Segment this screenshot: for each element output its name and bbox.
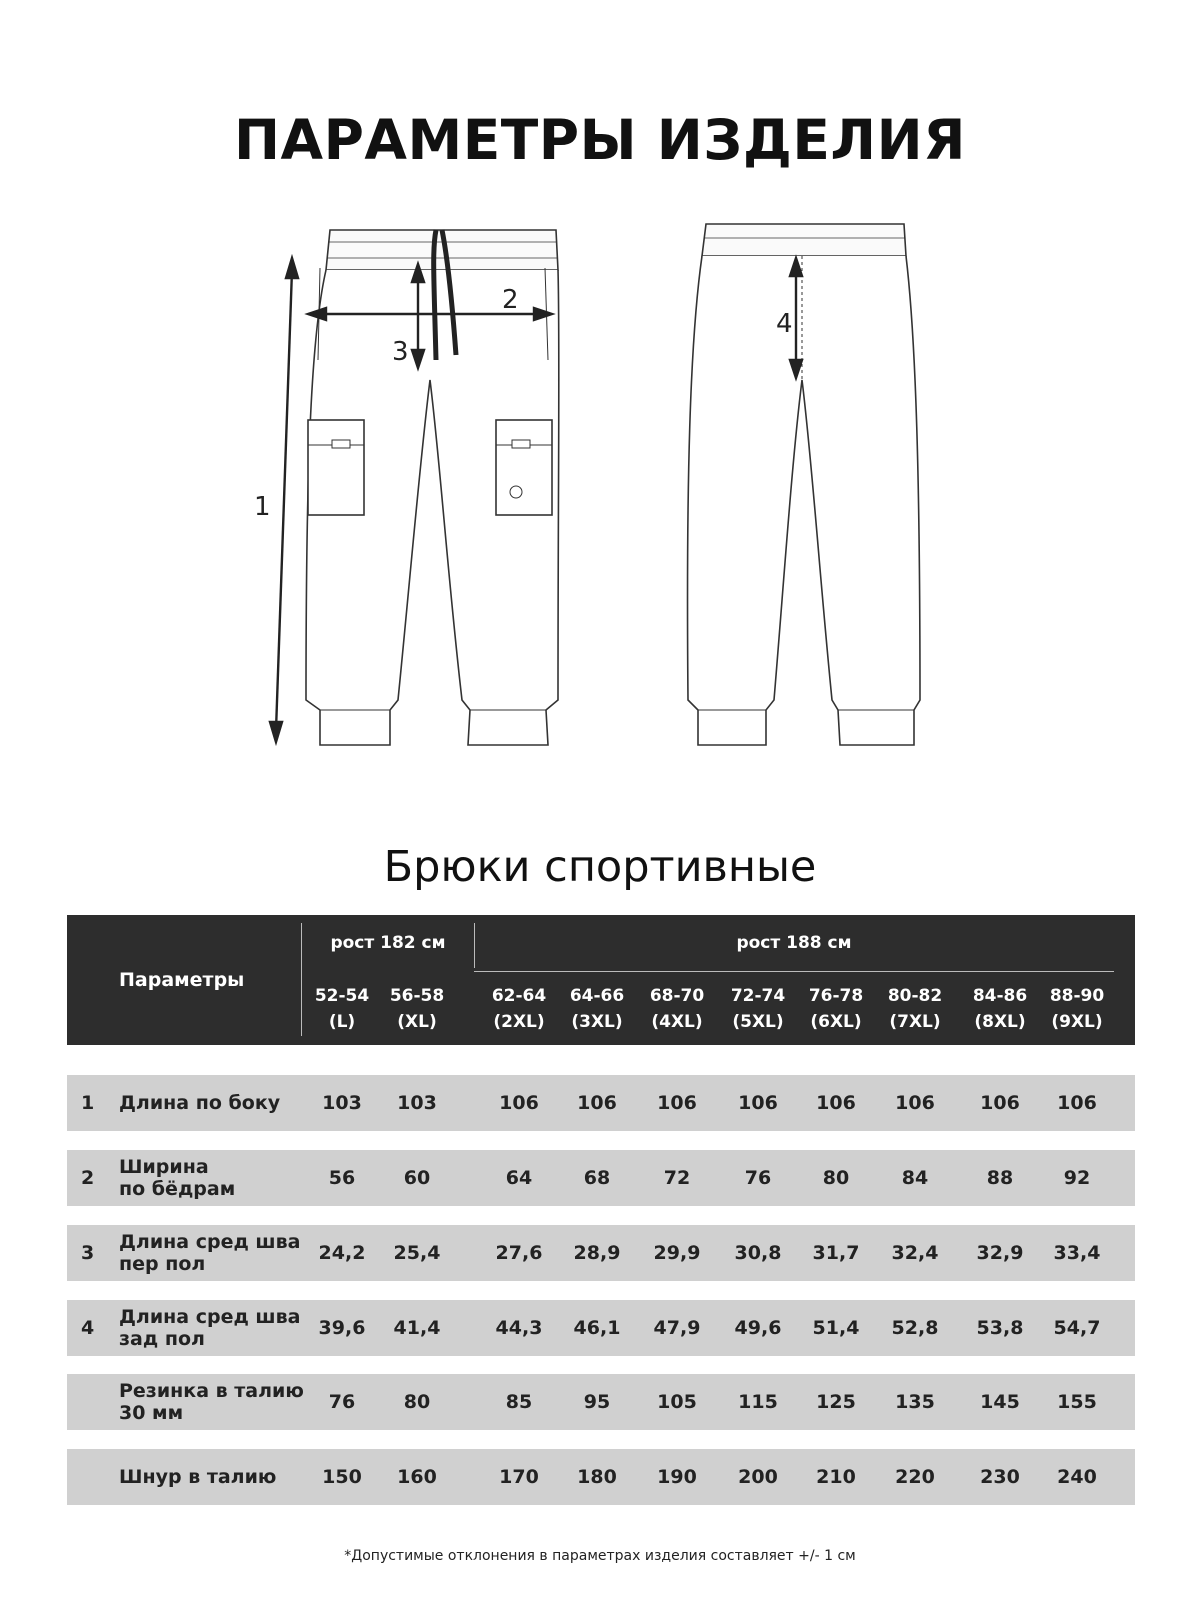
table-cell: 155: [1057, 1391, 1097, 1413]
table-cell: 64: [505, 1167, 533, 1189]
row-label: [119, 1225, 319, 1281]
footnote: *Допустимые отклонения в параметрах изделия составляет +/- 1 см: [344, 1548, 856, 1564]
table-cell: 39,6: [318, 1317, 366, 1339]
row-label-line: по бёдрам: [119, 1178, 236, 1200]
table-cell: 44,3: [495, 1317, 543, 1339]
measure-label-2: 2: [502, 285, 519, 315]
size-header: 52-54 (L): [314, 986, 370, 1032]
row-label: [119, 1075, 319, 1131]
back-view: [688, 224, 920, 745]
row-label: [119, 1300, 319, 1356]
page-title: ПАРАМЕТРЫ ИЗДЕЛИЯ: [234, 108, 966, 172]
table-row: [67, 1374, 1135, 1430]
table-cell: 230: [980, 1466, 1020, 1488]
table-cell: 60: [403, 1167, 431, 1189]
table-cell: 106: [738, 1092, 778, 1114]
table-cell: 105: [657, 1391, 697, 1413]
table-row: [67, 1150, 1135, 1206]
row-label: [119, 1150, 319, 1206]
row-label: [119, 1374, 319, 1430]
table-cell: 30,8: [734, 1242, 782, 1264]
table-cell: 29,9: [653, 1242, 701, 1264]
table-cell: 24,2: [318, 1242, 366, 1264]
measure-label-4: 4: [776, 309, 793, 339]
table-cell: 84: [901, 1167, 929, 1189]
table-cell: 103: [397, 1092, 437, 1114]
table-cell: 150: [322, 1466, 362, 1488]
table-row: [67, 1075, 1135, 1131]
table-cell: 145: [980, 1391, 1020, 1413]
table-cell: 80: [822, 1167, 850, 1189]
table-cell: 53,8: [976, 1317, 1024, 1339]
table-cell: 200: [738, 1466, 778, 1488]
table-cell: 31,7: [812, 1242, 860, 1264]
size-header: 72-74 (5XL): [730, 986, 786, 1032]
row-label: [119, 1449, 319, 1505]
table-cell: 32,9: [976, 1242, 1024, 1264]
row-label-line: Ширина: [119, 1156, 209, 1178]
size-header: 80-82 (7XL): [887, 986, 943, 1032]
table-cell: 33,4: [1053, 1242, 1101, 1264]
size-header: 76-78 (6XL): [808, 986, 864, 1032]
table-cell: 106: [895, 1092, 935, 1114]
row-number: 3: [81, 1242, 95, 1264]
row-number: 1: [81, 1092, 95, 1114]
product-subtitle: Брюки спортивные: [383, 842, 817, 892]
size-header: 64-66 (3XL): [569, 986, 625, 1032]
table-cell: 103: [322, 1092, 362, 1114]
table-cell: 52,8: [891, 1317, 939, 1339]
table-cell: 106: [577, 1092, 617, 1114]
table-cell: 135: [895, 1391, 935, 1413]
table-cell: 85: [505, 1391, 533, 1413]
table-cell: 190: [657, 1466, 697, 1488]
table-cell: 72: [663, 1167, 691, 1189]
front-view: [306, 230, 559, 745]
table-cell: 115: [738, 1391, 778, 1413]
table-cell: 28,9: [573, 1242, 621, 1264]
table-cell: 170: [499, 1466, 539, 1488]
row-label-line: пер пол: [119, 1253, 206, 1275]
row-label-line: зад пол: [119, 1328, 205, 1350]
table-cell: 54,7: [1053, 1317, 1101, 1339]
table-cell: 68: [583, 1167, 611, 1189]
group-header-182: рост 182 см: [330, 933, 446, 953]
table-header: [67, 915, 1135, 1045]
row-number: 4: [81, 1317, 95, 1339]
table-cell: 27,6: [495, 1242, 543, 1264]
row-label-line: 30 мм: [119, 1402, 184, 1424]
table-cell: 220: [895, 1466, 935, 1488]
table-row: [67, 1300, 1135, 1356]
row-label-line: Длина сред шва: [119, 1306, 301, 1328]
size-header: 56-58 (XL): [389, 986, 445, 1032]
row-number: 2: [81, 1167, 95, 1189]
table-cell: 25,4: [393, 1242, 441, 1264]
table-cell: 46,1: [573, 1317, 621, 1339]
row-label-line: Длина сред шва: [119, 1231, 301, 1253]
size-header: 88-90 (9XL): [1049, 986, 1105, 1032]
pants-technical-drawing: [240, 220, 960, 765]
group-header-188: рост 188 см: [736, 933, 852, 953]
table-cell: 125: [816, 1391, 856, 1413]
table-cell: 49,6: [734, 1317, 782, 1339]
table-cell: 106: [657, 1092, 697, 1114]
table-cell: 88: [986, 1167, 1014, 1189]
table-cell: 106: [499, 1092, 539, 1114]
table-cell: 76: [328, 1391, 356, 1413]
table-cell: 32,4: [891, 1242, 939, 1264]
table-cell: 56: [328, 1167, 356, 1189]
size-header: 84-86 (8XL): [972, 986, 1028, 1032]
table-cell: 51,4: [812, 1317, 860, 1339]
row-label-line: Резинка в талию: [119, 1380, 304, 1402]
measure-label-3: 3: [392, 337, 409, 367]
table-cell: 240: [1057, 1466, 1097, 1488]
row-label-line: Длина по боку: [119, 1092, 281, 1114]
table-cell: 210: [816, 1466, 856, 1488]
table-cell: 106: [980, 1092, 1020, 1114]
table-cell: 160: [397, 1466, 437, 1488]
params-header: Параметры: [119, 969, 245, 991]
table-cell: 92: [1063, 1167, 1091, 1189]
table-cell: 95: [583, 1391, 611, 1413]
table-cell: 76: [744, 1167, 772, 1189]
table-cell: 180: [577, 1466, 617, 1488]
table-row: [67, 1449, 1135, 1505]
table-row: [67, 1225, 1135, 1281]
table-cell: 41,4: [393, 1317, 441, 1339]
table-cell: 80: [403, 1391, 431, 1413]
measure-label-1: 1: [254, 492, 271, 522]
header-divider: [474, 971, 1114, 972]
row-label-line: Шнур в талию: [119, 1466, 277, 1488]
table-cell: 106: [816, 1092, 856, 1114]
size-header: 62-64 (2XL): [491, 986, 547, 1032]
table-cell: 47,9: [653, 1317, 701, 1339]
table-cell: 106: [1057, 1092, 1097, 1114]
size-header: 68-70 (4XL): [649, 986, 705, 1032]
